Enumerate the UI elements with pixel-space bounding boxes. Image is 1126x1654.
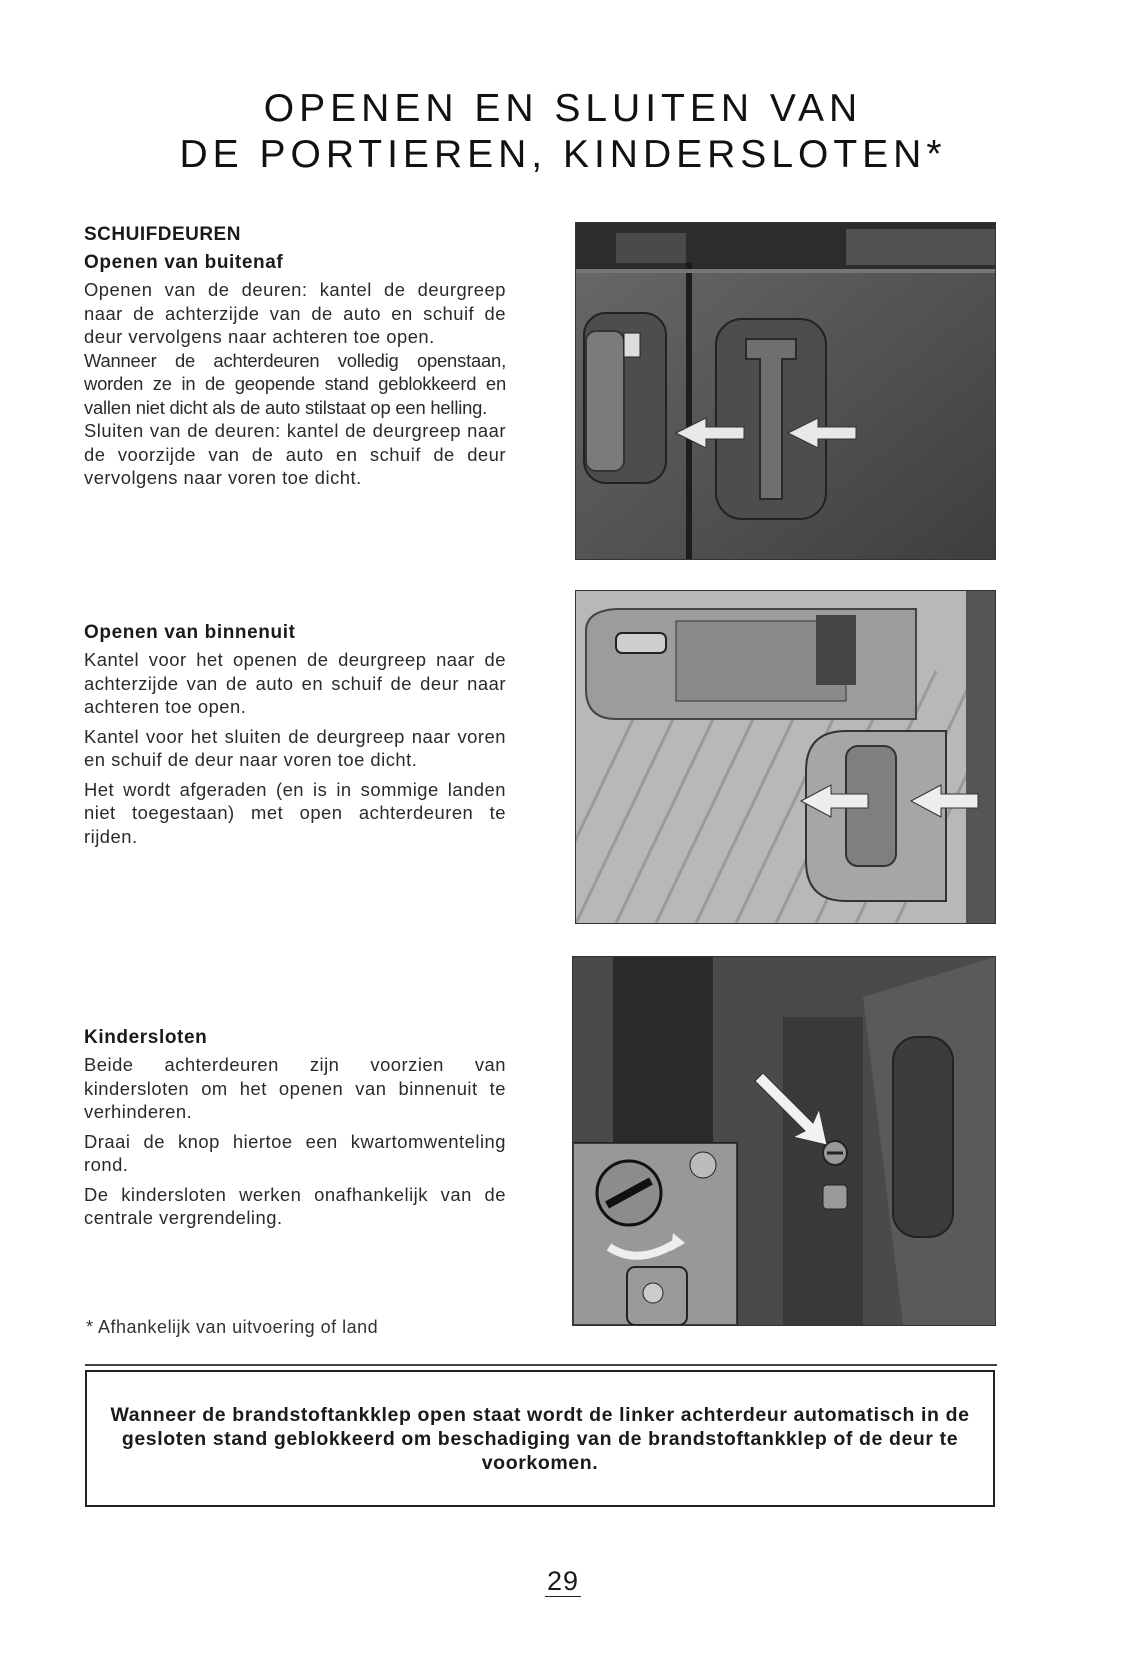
paragraph-blocked-open: Wanneer de achterdeuren volledig openstaan, worden ze in de geopende stand geblokkeerd en vallen niet dicht als de auto stilstaat op een helling. xyxy=(84,349,506,418)
subheading-child-locks: Kindersloten xyxy=(84,1027,208,1048)
paragraph-child-locks-purpose: Beide achterdeuren zijn voorzien van kindersloten om het openen van binnenuit te verhinderen. xyxy=(84,1054,506,1122)
paragraph-driving-warning: Het wordt afgeraden (en is in sommige landen niet toegestaan) met open achterdeuren te rijden. xyxy=(84,778,506,847)
interior-handle-photo xyxy=(575,590,996,924)
paragraph-child-locks-turn: Draai de knop hiertoe een kwartomwenteling rond. xyxy=(84,1130,506,1175)
child-lock-photo xyxy=(572,956,996,1326)
footnote: * Afhankelijk van uitvoering of land xyxy=(86,1317,379,1337)
paragraph-close-inside: Kantel voor het sluiten de deurgreep naar voren en schuif de deur naar voren toe dicht. xyxy=(84,725,506,770)
page-title xyxy=(0,86,1126,178)
subheading-open-inside: Openen van binnenuit xyxy=(84,622,296,643)
paragraph-close-outside: Sluiten van de deuren: kantel de deurgreep naar de voorzijde van de auto en schuif de deur vervolgens naar voren toe dicht. xyxy=(84,420,506,488)
page-title-line-1: OPENEN EN SLUITEN VAN xyxy=(263,87,863,130)
page-number-value: 29 xyxy=(546,1566,580,1596)
notice-box xyxy=(85,1370,995,1507)
section-sliding-doors xyxy=(84,224,506,490)
paragraph-child-locks-independent: De kindersloten werken onafhankelijk van de centrale vergrendeling. xyxy=(84,1183,506,1228)
notice-text: Wanneer de brandstoftankklep open staat wordt de linker achterdeur automatisch in de gesloten stand geblokkeerd om beschadiging van de brandstoftankklep of de deur te voorkomen. xyxy=(110,1403,970,1474)
notice-top-rule xyxy=(85,1364,997,1366)
page-number xyxy=(0,1566,1126,1597)
subheading-open-outside: Openen van buitenaf xyxy=(84,252,284,273)
paragraph-open-outside: Openen van de deuren: kantel de deurgreep naar de achterzijde van de auto en schuif de deur vervolgens naar achteren toe open. xyxy=(84,279,506,347)
section-open-inside xyxy=(84,622,506,848)
section-child-locks xyxy=(84,1027,506,1230)
paragraph-open-inside: Kantel voor het openen de deurgreep naar de achterzijde van de auto en schuif de deur naar achteren toe open. xyxy=(84,649,506,717)
page-title-line-2: DE PORTIEREN, KINDERSLOTEN* xyxy=(179,133,947,176)
section-heading-sliding-doors: SCHUIFDEUREN xyxy=(84,224,241,245)
exterior-handle-photo xyxy=(575,222,996,560)
